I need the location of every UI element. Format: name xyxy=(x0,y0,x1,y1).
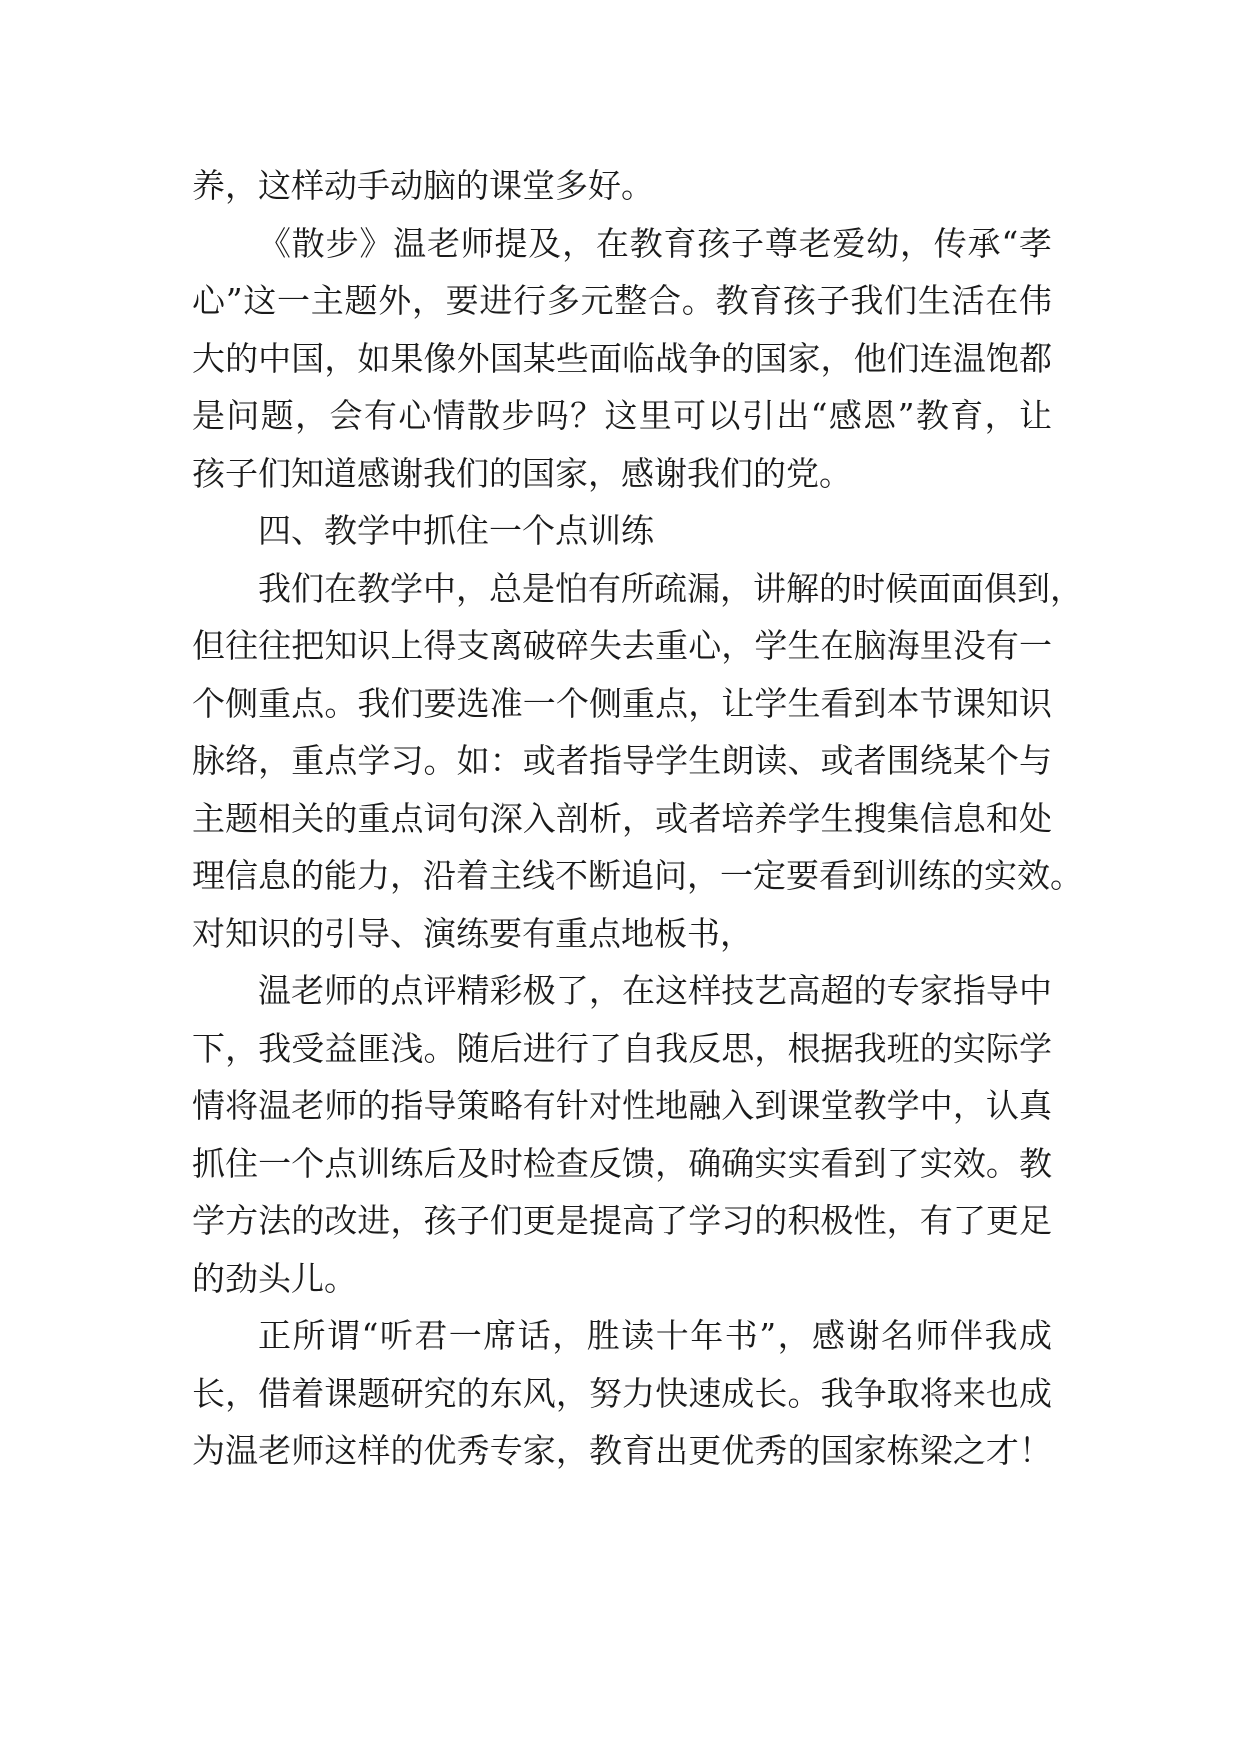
text-line: 是问题，会有心情散步吗？这里可以引出“感恩”教育，让 xyxy=(192,396,1052,435)
text-line: 《散步》温老师提及，在教育孩子尊老爱幼，传承“孝 xyxy=(258,223,1052,263)
text-line: 理信息的能力，沿着主线不断追问，一定要看到训练的实效。 xyxy=(192,856,1083,895)
text-line: 下，我受益匪浅。随后进行了自我反思，根据我班的实际学 xyxy=(192,1028,1052,1068)
text-line: 的劲头儿。 xyxy=(192,1258,357,1298)
text-line: 个侧重点。我们要选准一个侧重点，让学生看到本节课知识 xyxy=(192,683,1052,723)
text-line: 长，借着课题研究的东风，努力快速成长。我争取将来也成 xyxy=(192,1373,1052,1413)
text-line: 孩子们知道感谢我们的国家，感谢我们的党。 xyxy=(192,453,852,493)
text-line: 对知识的引导、演练要有重点地板书， xyxy=(192,913,753,953)
text-line: 四、教学中抓住一个点训练 xyxy=(258,511,654,550)
text-line: 正所谓“听君一席话，胜读十年书”，感谢名师伴我成 xyxy=(258,1316,1052,1355)
text-line: 情将温老师的指导策略有针对性地融入到课堂教学中，认真 xyxy=(192,1086,1052,1125)
text-line: 我们在教学中，总是怕有所疏漏，讲解的时候面面俱到， xyxy=(258,568,1083,608)
text-line: 抓住一个点训练后及时检查反馈，确确实实看到了实效。教 xyxy=(192,1143,1052,1183)
text-line: 温老师的点评精彩极了，在这样技艺高超的专家指导中 xyxy=(258,971,1052,1010)
text-line: 为温老师这样的优秀专家，教育出更优秀的国家栋梁之才！ xyxy=(192,1431,1052,1470)
text-line: 主题相关的重点词句深入剖析，或者培养学生搜集信息和处 xyxy=(192,798,1052,838)
text-line: 大的中国，如果像外国某些面临战争的国家，他们连温饱都 xyxy=(192,338,1052,378)
body-text xyxy=(192,157,1083,1480)
text-line: 养，这样动手动脑的课堂多好。 xyxy=(192,166,654,205)
text-line: 但往往把知识上得支离破碎失去重心，学生在脑海里没有一 xyxy=(192,626,1052,665)
text-line: 学方法的改进，孩子们更是提高了学习的积极性，有了更足 xyxy=(192,1201,1052,1240)
text-line: 心”这一主题外，要进行多元整合。教育孩子我们生活在伟 xyxy=(192,281,1052,320)
text-line: 脉络，重点学习。如：或者指导学生朗读、或者围绕某个与 xyxy=(192,741,1052,780)
